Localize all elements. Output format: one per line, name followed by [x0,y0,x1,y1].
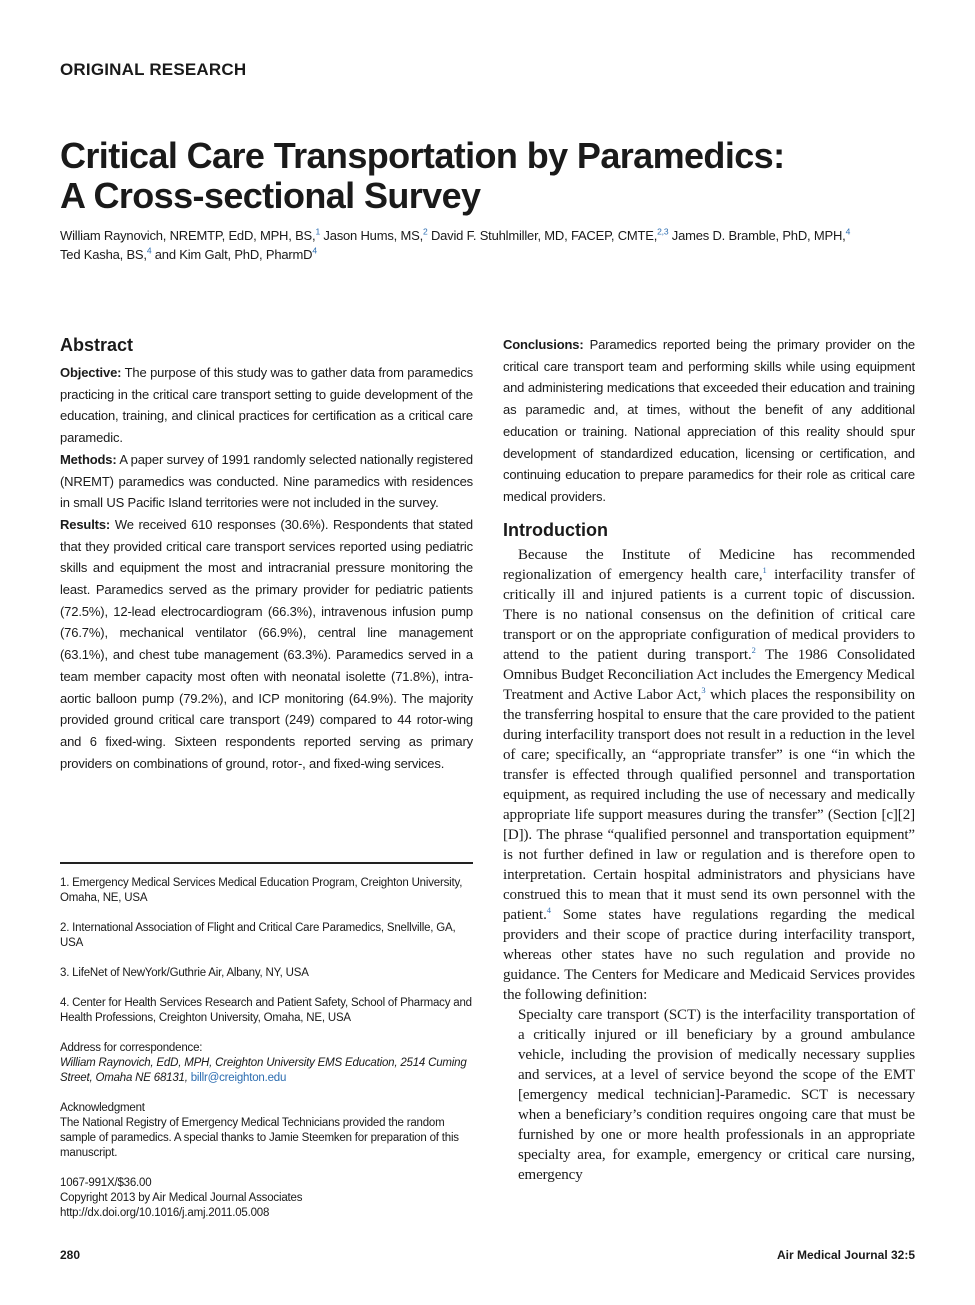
results-text: We received 610 responses (30.6%). Respondents that stated that they provided critical care transport services reported using pediatric skills and equipment the most and intracranial pressure monitoring the least. Paramedics served as the primary provider for pediatric patients (72.5%), 12-lead electrocardiogram (66.3%), intravenous infusion pump (76.7%), mechanical ventilator (66.9%), central line management (63.1%), and chest tube management (63.3%). Paramedics served in a team member capacity most often with neonatal isolette (71.8%), intra-aortic balloon pump (79.2%), and ICP monitoring (64.9%). The majority provided ground critical care transport (249) compared to 44 rotor-wing and 6 fixed-wing. Sixteen respondents reported serving as primary providers on combinations of ground, rotor-, and fixed-wing services. [60,516,474,771]
correspondence [60,1041,473,1086]
acknowledgment-text: The National Registry of Emergency Medical Technicians provided the random sample of paramedics. A special thanks to Jamie Steemken for preparation of this manuscript. [60,1117,459,1159]
affiliation-2: 2. International Association of Flight and Critical Care Paramedics, Snellville, GA, USA [60,922,456,949]
introduction-paragraph: Because the Institute of Medicine has recommended regionalization of emergency health care,$^1$ interfacility transfer of critically ill and injured patients is a current topic of discussion. There is no national consensus on the definition of critical care transport or on the appropriate configuration of medical providers to attend to the patient during transport.$^2$ The 1986 Consolidated Omnibus Budget Reconciliation Act includes the Emergency Medical Treatment and Active Labor Act,$^3$ which places the responsibility on the transferring hospital to ensure that the care provided to the patient during interfacility transport does not result in a reduction in the level of care; specifically, an “appropriate transfer” is one “in which the transfer is effected through qualified personnel and transportation equipment, as required including the use of necessary and medically appropriate life support measures during the transfer” (Section [c][2][D]). The phrase “qualified personnel and transportation equipment” is not further defined in law or regulation and is therefore open to interpretation. Certain hospital administrators and physicians have construed this to mean that it must send its own personnel with the patient.$^4$ Some states have regulations regarding the medical providers and their scope of practice during interfacility transport, whereas other states have no such regulation and provide no guidance. The Centers for Medicare and Medicaid Services provides the following definition: [503,546,916,1003]
author-name: William Raynovich, NREMTP, EdD, MPH, BS, [60,228,316,243]
affiliation-1: 1. Emergency Medical Services Medical Education Program, Creighton University, Omaha, NE, USA [60,877,463,904]
article-title [60,136,930,216]
acknowledgment-label: Acknowledgment [60,1102,145,1114]
conclusions-label: Conclusions: [503,337,584,352]
copyright: Copyright 2013 by Air Medical Journal Associates [60,1192,303,1204]
issn-price: 1067-991X/$36.00 [60,1177,152,1189]
citation-ref[interactable]: 4 [546,904,551,915]
abstract-methods [60,449,473,514]
objective-label: Objective: [60,365,122,380]
affiliation-ref: 4 [312,245,317,256]
methods-text: A paper survey of 1991 randomly selected nationally registered (NREMT) paramedics was conducted. Nine paramedics with residences in small US Pacific Island territories were not included in the survey. [60,451,473,511]
title-line-2: A Cross-sectional Survey [60,175,481,216]
affiliation-3: 3. LifeNet of NewYork/Guthrie Air, Albany, NY, USA [60,967,309,979]
abstract-results [60,514,473,774]
section-label: ORIGINAL RESEARCH [60,60,247,79]
citation-ref[interactable]: 1 [762,564,767,575]
abstract-column [60,334,473,774]
citation-ref[interactable]: 2 [751,644,756,655]
affiliation-ref: 2 [422,226,428,237]
footnotes [60,876,473,1221]
author-name: and Kim Galt, PhD, PharmD [154,247,313,262]
doi-link[interactable]: http://dx.doi.org/10.1016/j.amj.2011.05.008 [60,1207,270,1219]
publication-info [60,1176,473,1221]
author-name: Jason Hums, MS, [323,228,423,243]
author-name: Ted Kasha, BS, [60,247,147,262]
author-name: David F. Stuhlmiller, MD, FACEP, CMTE, [430,228,658,243]
abstract-objective [60,362,473,449]
abstract-conclusions [503,334,915,508]
objective-text: The purpose of this study was to gather data from paramedics practicing in the critical care transport setting to guide development of the education, training, and clinical practices for certification as a critical care paramedic. [60,365,473,446]
conclusions-text: Paramedics reported being the primary provider on the critical care transport team and performing skills while using equipment and administering medications that exceeded their education and training as paramedic and, at times, without the benefit of any additional education or training. National appreciation of this reality should spur development of standardized education, licensing or certification, and continuing education to prepare paramedics for their role as critical care medical providers. [503,337,915,504]
page-number: 280 [60,1248,81,1262]
footnote-divider [60,862,473,864]
abstract-heading: Abstract [60,335,134,355]
affiliation-ref: 1 [315,226,320,237]
affiliation-ref: 4 [146,245,152,256]
citation-ref[interactable]: 3 [701,684,706,695]
affiliation-ref: 2,3 [657,226,669,237]
affiliation-4: 4. Center for Health Services Research and Patient Safety, School of Pharmacy and Health Professions, Creighton University, Omaha, NE, USA [60,997,472,1024]
title-line-1: Critical Care Transportation by Paramedics: [60,135,785,176]
correspondence-address: William Raynovich, EdD, MPH, Creighton University EMS Education, 2514 Cuming Street, Omaha NE 68131, billr@creighton.edu [60,1057,467,1084]
block-quote: Specialty care transport (SCT) is the interfacility transportation of a critically injured or ill beneficiary by a ground ambulance vehicle, including the provision of medically necessary supplies and services, at a level of service beyond the scope of the EMT [emergency medical technician]-Paramedic. SCT is necessary when a beneficiary’s condition requires ongoing care that must be furnished by one or more health professionals in an appropriate specialty area, for example, emergency or critical care nursing, emergency [518,1006,915,1183]
affiliation-ref: 4 [845,226,851,237]
results-label: Results: [60,516,111,532]
author-name: James D. Bramble, PhD, MPH, [671,228,846,243]
introduction-heading: Introduction [503,519,608,540]
right-column [503,334,915,1185]
acknowledgment [60,1101,473,1161]
author-list [60,226,940,264]
journal-reference: Air Medical Journal 32:5 [776,1248,915,1262]
methods-label: Methods: [60,451,117,467]
email-link[interactable]: billr@creighton.edu [190,1072,287,1084]
correspondence-label: Address for correspondence: [60,1042,203,1054]
